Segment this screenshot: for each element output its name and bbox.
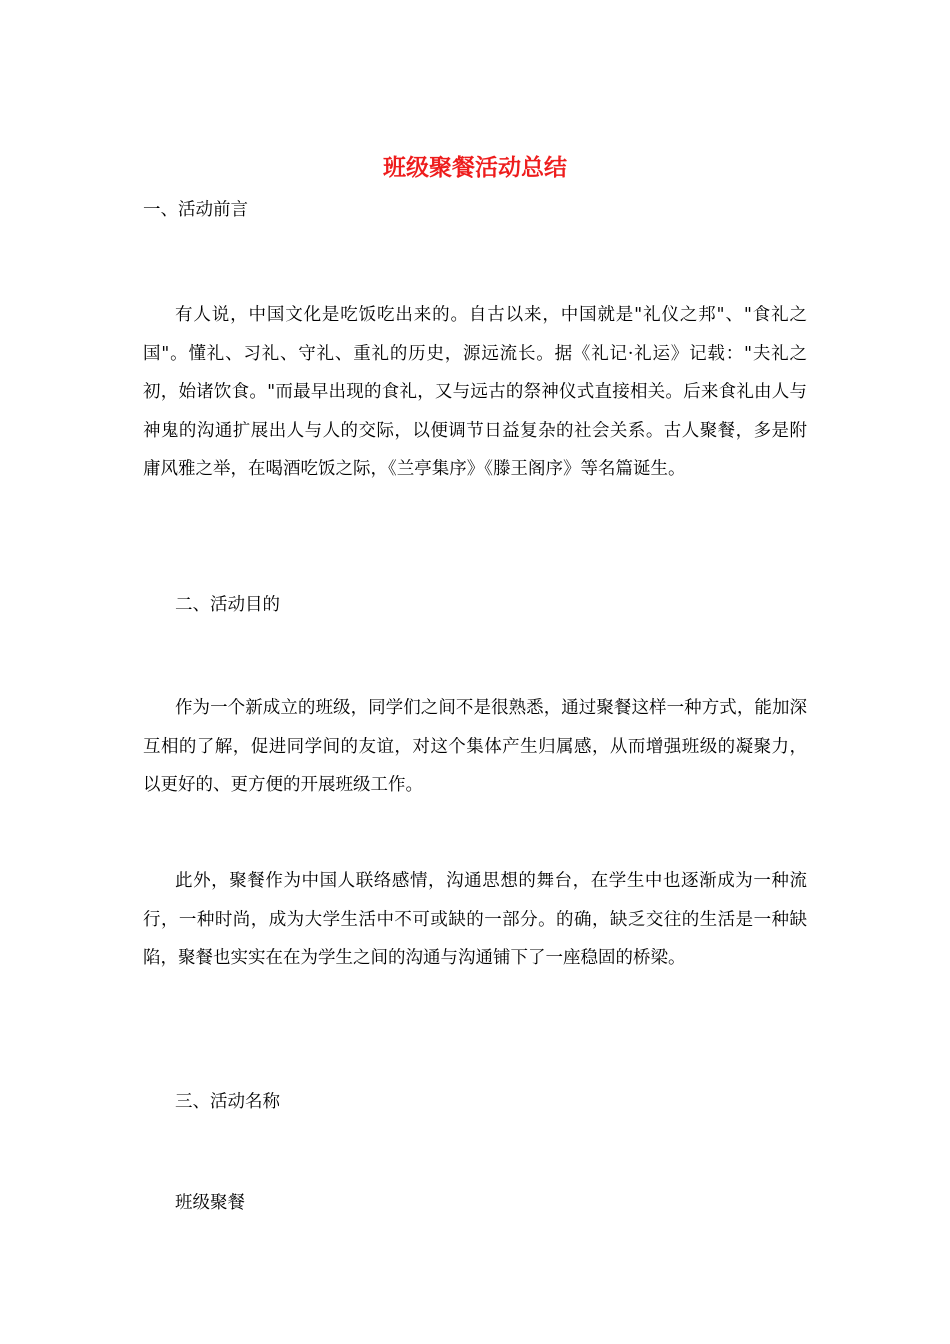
section-heading-name: 三、活动名称	[175, 1092, 280, 1112]
activity-name-text: 班级聚餐	[175, 1193, 245, 1213]
document-title: 班级聚餐活动总结	[383, 154, 567, 181]
section-heading-preface: 一、活动前言	[143, 200, 248, 220]
paragraph-purpose-2: 此外，聚餐作为中国人联络感情，沟通思想的舞台，在学生中也逐渐成为一种流行，一种时尚，成为大学生活中不可或缺的一部分。的确，缺乏交往的生活是一种缺陷，聚餐也实实在在为学生之间的沟通与沟通铺下了一座稳固的桥梁。	[143, 871, 807, 968]
section-heading-purpose: 二、活动目的	[175, 595, 280, 615]
paragraph-preface: 有人说，中国文化是吃饭吃出来的。自古以来，中国就是"礼仪之邦"、"食礼之国"。懂礼、习礼、守礼、重礼的历史，源远流长。据《礼记·礼运》记载："夫礼之初，始诸饮食。"而最早出现的食礼，又与远古的祭神仪式直接相关。后来食礼由人与神鬼的沟通扩展出人与人的交际，以便调节日益复杂的社会关系。古人聚餐，多是附庸风雅之举，在喝酒吃饭之际，《兰亭集序》《滕王阁序》等名篇诞生。	[143, 305, 807, 479]
paragraph-purpose-1: 作为一个新成立的班级，同学们之间不是很熟悉，通过聚餐这样一种方式，能加深互相的了解，促进同学间的友谊，对这个集体产生归属感，从而增强班级的凝聚力，以更好的、更方便的开展班级工作。	[143, 698, 807, 795]
